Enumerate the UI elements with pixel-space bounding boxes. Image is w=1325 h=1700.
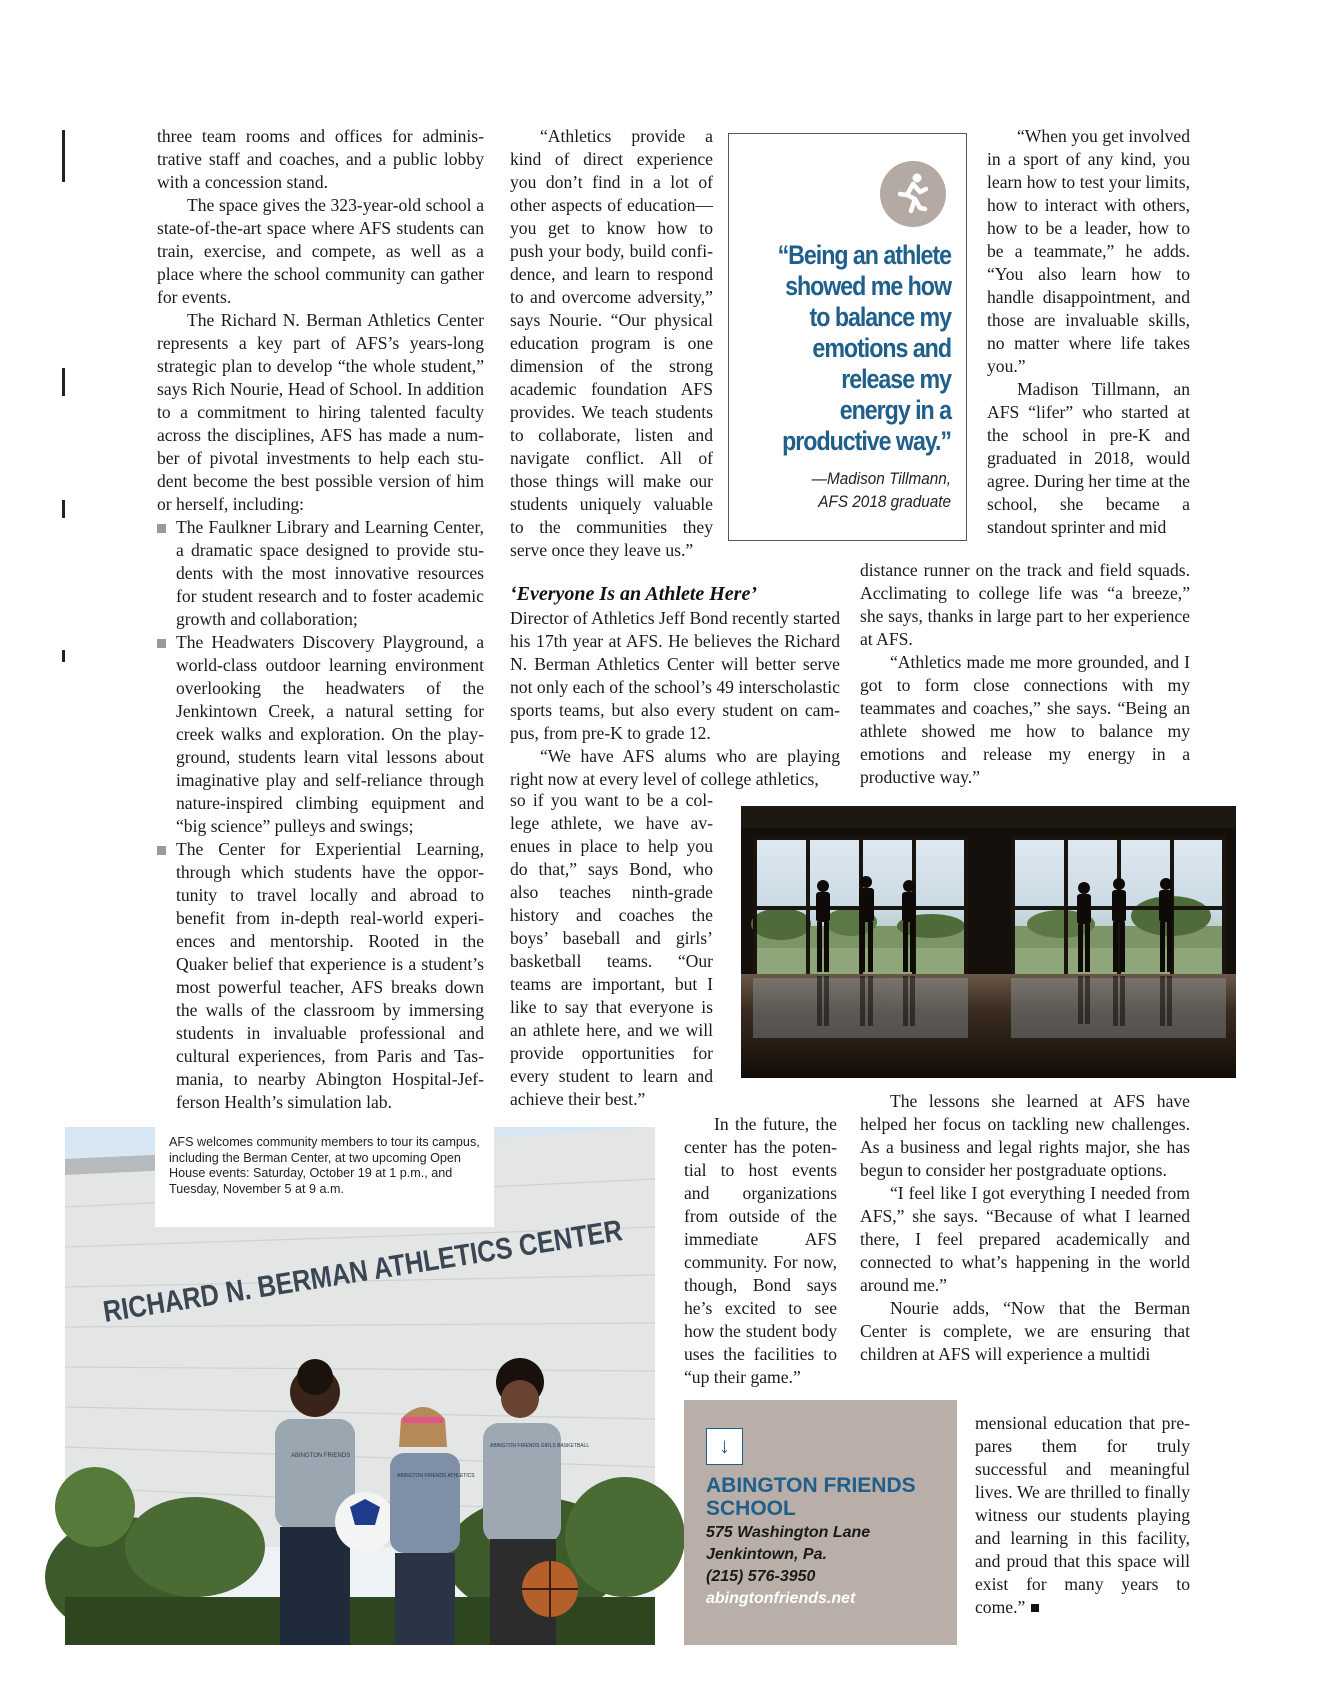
col2-paragraph: so if you want to be a college athlete, we have avenues in place to help you do that,” says Bond, who also teaches ninth-grade history and coaches the boys’ baseball and girls’ basketball teams. “Our teams are important, but I like to say that everyone is an athlete here, and we will provide opportunities for every student to learn and achieve their best.” xyxy=(510,790,713,1109)
col3-paragraph: “When you get involved in a sport of any kind, you learn how to test your limits, how to interact with others, how to be a leader, how to be a teammate,” he adds. “You also learn how to handle disappointment, and those are invaluable skills, no matter where life takes you.” xyxy=(987,126,1190,376)
closing-text: mensional education that prepares them for truly successful and meaningful lives. We are thrilled to finally witness our students playing and learning in this facility, and proud that this space will exist for many years to come.” xyxy=(975,1413,1190,1617)
attribution-name: —Madison Tillmann, xyxy=(811,469,951,488)
col1-paragraph: The space gives the 323-year-old school a state-of-the-art space where AFS students can train, exercise, and compete, as well as a place where the school community can gather for events. xyxy=(157,195,484,307)
building-sign: RICHARD N. BERMAN ATHLETICS CENTER xyxy=(100,1199,721,1329)
school-website-link[interactable]: abingtonfriends.net xyxy=(706,1590,856,1607)
column-3 xyxy=(987,125,1190,539)
address-phone: (215) 576-3950 xyxy=(706,1568,816,1585)
col2-paragraph: “Athletics provide a kind of direct experience you don’t find in a lot of other aspects of education—you get to know how to push your body, build confidence, and learn to respond to and overcome adversity,” says Nourie. “Our physical education program is one dimension of the strong academic foundation AFS provides. We teach students to collaborate, listen and navigate conflict. All of those things will make our students uniquely valuable to the communities they serve once they leave us.” xyxy=(510,126,713,560)
arrow-down-icon: ↓ xyxy=(706,1428,743,1465)
col3-paragraph xyxy=(975,1412,1190,1619)
column-2 xyxy=(510,125,713,562)
col2-paragraph: “We have AFS alums who are playing right now at every level of college athletics, xyxy=(510,746,840,789)
left-edge-mark xyxy=(62,500,65,518)
attribution-title: AFS 2018 graduate xyxy=(818,492,951,511)
pull-quote-box xyxy=(728,133,967,541)
col3-paragraph: “Athletics made me more grounded, and I got to form close connections with my teammates and coaches,” she says. “Being an athlete showed me how to balance my emotions and release my energy in a productive way.” xyxy=(860,652,1190,787)
list-item: The Faulkner Library and Learning Center, a dramatic space designed to provide students with the most innovative resources for student research and to foster academic growth and collaboration; xyxy=(157,516,484,631)
school-name: ABINGTON FRIENDS SCHOOL xyxy=(706,1474,916,1520)
column-1 xyxy=(157,125,484,1114)
col3-paragraph: distance runner on the track and field squads. Acclimating to college life was “a breeze,” she says, thanks in large part to her experience at AFS. xyxy=(860,560,1190,649)
building-photo xyxy=(65,1127,721,1645)
col3-paragraph: Madison Tillmann, an AFS “lifer” who started at the school in pre-K and graduated in 2018, would agree. During her time at the school, she became a standout sprinter and mid xyxy=(987,379,1190,537)
address-street: 575 Washington Lane xyxy=(706,1524,871,1541)
col3-paragraph: Nourie adds, “Now that the Berman Center is complete, we are ensuring that children at AFS will experience a multidi xyxy=(860,1298,1190,1364)
column-2-section xyxy=(510,582,840,791)
list-item: The Headwaters Discovery Playground, a world-class outdoor learning environment overlooking the headwaters of the Jenkintown Creek, a natural setting for creek walks and exploration. On the playground, students learn vital lessons about imaginative play and self-reliance through nature-inspired climbing equipment and “big science” pulleys and swings; xyxy=(157,631,484,838)
runner-icon xyxy=(880,161,946,227)
section-subhead: ‘Everyone Is an Athlete Here’ xyxy=(510,583,758,605)
list-item: The Center for Experiential Learning, through which students have the opportunity to travel locally and abroad to benefit from in-depth real-world experiences and mentorship. Rooted in the Quaker belief that experience is a student’s most powerful teacher, AFS breaks down the walls of the classroom by immersing students in invaluable professional and cultural experiences, from Paris and Tasmania, to nearby Abington Hospital-Jefferson Health’s simulation lab. xyxy=(157,838,484,1114)
gym-photo xyxy=(741,806,1236,1078)
left-edge-mark xyxy=(62,130,65,182)
address-city: Jenkintown, Pa. xyxy=(706,1546,827,1563)
photo-caption: AFS welcomes community members to tour its campus, including the Berman Center, at two upcoming Open House events: Saturday, October 19 at 1 p.m., and Tuesday, November 5 at 9 a.m. xyxy=(155,1127,494,1227)
col3-paragraph: The lessons she learned at AFS have helped her focus on tackling new challenges. As a business and legal rights major, she has begun to consider her postgraduate options. xyxy=(860,1091,1190,1180)
end-mark xyxy=(1031,1604,1039,1612)
pull-quote-text: “Being an athlete showed me how to balance my emotions and release my energy in a productive way.” xyxy=(777,240,951,456)
column-3-wide xyxy=(860,559,1190,789)
col1-paragraph: three team rooms and offices for administrative staff and coaches, and a public lobby with a concession stand. xyxy=(157,126,484,192)
future-paragraph xyxy=(684,1113,837,1389)
column-3-lower xyxy=(860,1090,1190,1366)
shirt-text-middle: ABINGTON FRIENDS ATHLETICS xyxy=(397,1473,475,1479)
address-box xyxy=(684,1400,957,1645)
left-edge-mark xyxy=(62,368,65,396)
col2-paragraph: Director of Athletics Jeff Bond recently started his 17th year at AFS. He believes the Richard N. Berman Athletics Center will better serve not only each of the school’s 49 interscholastic sports teams, but also every student on campus, from pre-K to grade 12. xyxy=(510,608,840,743)
col1-paragraph: The Richard N. Berman Athletics Center represents a key part of AFS’s years-long strategic plan to develop “the whole student,” says Rich Nourie, Head of School. In addition to a commitment to hiring talented faculty across the disciplines, AFS has made a number of pivotal investments to help each student become the best possible version of him or herself, including: xyxy=(157,310,484,514)
left-edge-mark xyxy=(62,650,65,662)
future-text: In the future, the center has the potential to host events and organizations from outside of the immediate AFS community. For now, though, Bond says he’s excited to see how the student body uses the facilities to “up their game.” xyxy=(684,1114,837,1387)
col3-paragraph: “I feel like I got everything I needed from AFS,” she says. “Because of what I learned there, I feel prepared academically and connected to what’s happening in the world around me.” xyxy=(860,1183,1190,1295)
pull-quote-attribution xyxy=(744,467,951,513)
investments-list xyxy=(157,516,484,1114)
column-2-continued xyxy=(510,789,713,1111)
shirt-text-left: ABINGTON FRIENDS xyxy=(291,1453,351,1459)
shirt-text-right: ABINGTON FRIENDS GIRLS BASKETBALL xyxy=(490,1443,590,1449)
column-3-final xyxy=(975,1412,1190,1619)
